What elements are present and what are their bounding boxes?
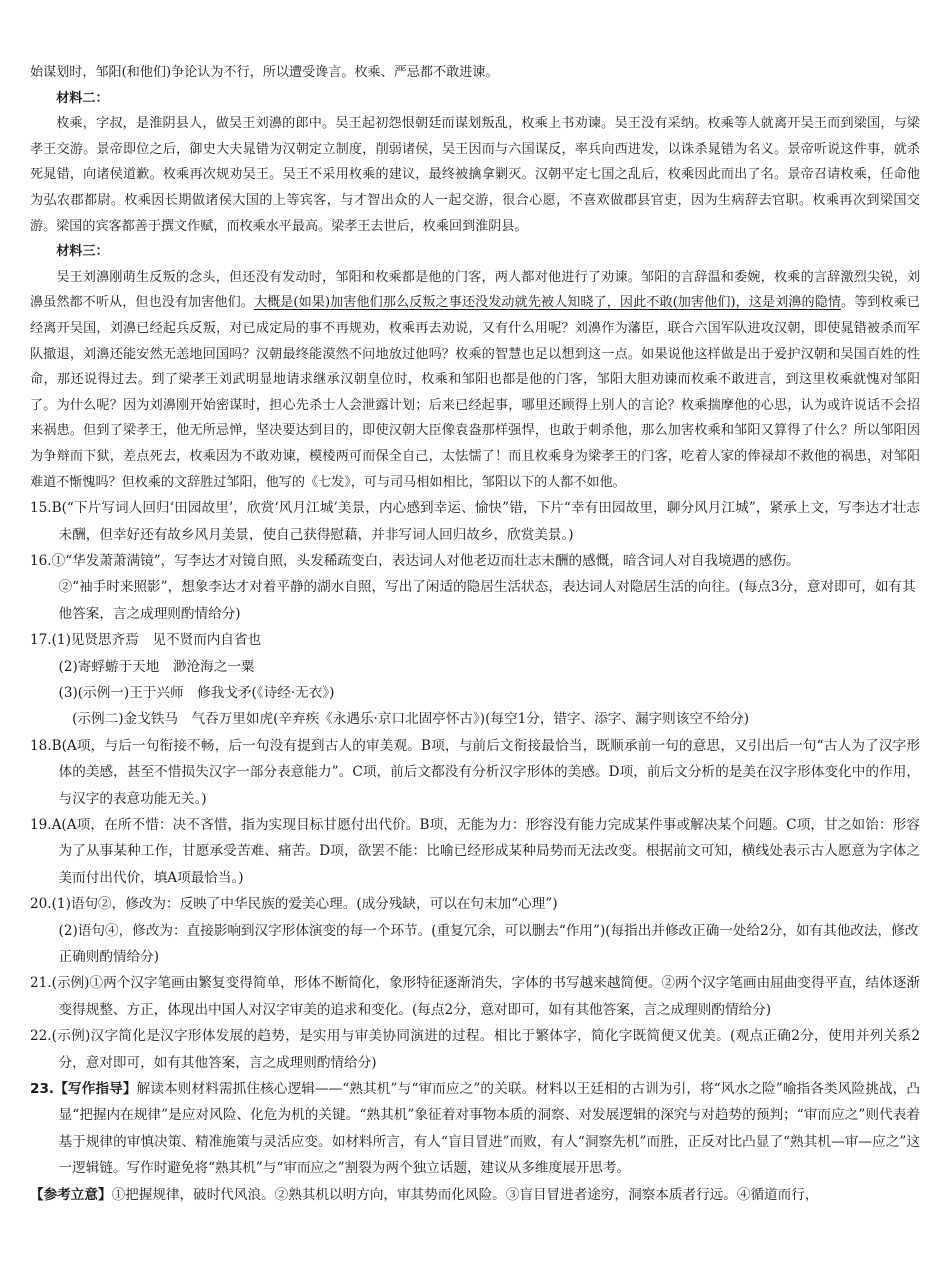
answer-16-point-1: 16.①“华发萧萧满镜”，写李达才对镜自照，头发稀疏变白，表达词人对他老迈而壮志未酬的感慨，暗含词人对自我境遇的感伤。 bbox=[30, 552, 800, 569]
answer-15: 15.B(“下片写词人回归‘田园故里’，欣赏‘风月江城’美景，内心感到幸运、愉快”错，下片“幸有田园故里，聊分风月江城”，紧承上文，写李达才壮志未酬，但幸好还有故乡风月美景，使自己获得慰藉，并非写词人回归故乡，欣赏美景。) bbox=[30, 500, 920, 543]
answer-17-2: (2)寄蜉蝣于天地 渺沧海之一粟 bbox=[58, 658, 255, 675]
reference-ideas bbox=[30, 1182, 920, 1208]
answer-20-2: (2)语句④，修改为：直接影响到汉字形体演变的每一个环节。(重复冗余，可以删去“作用”)(每指出并修改正确一处给2分，如有其他改法，修改正确则酌情给分) bbox=[58, 922, 919, 965]
material-2-text: 枚乘，字叔，是淮阴县人，做吴王刘濞的郎中。吴王起初怨恨朝廷而谋划叛乱，枚乘上书劝谏。吴王没有采纳。枚乘等人就离开吴王而到梁国，与梁孝王交游。景帝即位之后，御史大夫晁错为汉朝定立制度，削弱诸侯，吴王因而与六国谋反，率兵向西进发，以诛杀晁错为名义。景帝听说这件事，就杀死晁错，向诸侯道歉。枚乘再次规劝吴王。吴王不采用枚乘的建议，最终被擒拿剿灭。汉朝平定七国之乱后，枚乘因此而出了名。景帝召请枚乘，任命他为弘农郡都尉。枚乘因长期做诸侯大国的上等宾客，与才智出众的人一起交游，很合心愿，不喜欢做郡县官吏，因为生病辞去官职。枚乘再次到梁国交游。梁国的宾客都善于撰文作赋，而枚乘水平最高。梁孝王去世后，枚乘回到淮阴县。 bbox=[30, 116, 920, 234]
answer-21: 21.(示例)①两个汉字笔画由繁复变得简单，形体不断简化，象形特征逐渐消失，字体的书写越来越简便。②两个汉字笔画由屈曲变得平直，结体逐渐变得规整、方正，体现出中国人对汉字审美的追求和变化。(每点2分，意对即可，如有其他答案，言之成理则酌情给分) bbox=[30, 975, 920, 1018]
answer-23 bbox=[30, 1076, 920, 1182]
writing-guide-label: 23.【写作指导】 bbox=[30, 1081, 137, 1098]
answer-16-point-2: ②“袖手时来照影”，想象李达才对着平静的湖水自照，写出了闲适的隐居生活状态，表达词人对隐居生活的向往。(每点3分，意对即可，如有其他答案，言之成理则酌情给分) bbox=[58, 579, 916, 622]
writing-guide-text: 解读本则材料需抓住核心逻辑——“熟其机”与“审而应之”的关联。材料以王廷相的古训为引，将“风水之险”喻指各类风险挑战，凸显“把握内在规律”是应对风险、化危为机的关键。“熟其机”象征着对事物本质的洞察、对发展逻辑的深究与对趋势的预判；“审而应之”则代表着基于规律的审慎决策、精准施策与灵活应变。如材料所言，有人“盲目冒进”而败，有人“洞察先机”而胜，正反对比凸显了“熟其机—审—应之”这一逻辑链。写作时避免将“熟其机”与“审而应之”割裂为两个独立话题，建议从多维度展开思考。 bbox=[58, 1081, 920, 1177]
material-2-heading: 材料二： bbox=[56, 90, 109, 106]
answer-20-1: 20.(1)语句②，修改为：反映了中华民族的爱美心理。(成分残缺，可以在句末加“心理”) bbox=[30, 896, 558, 913]
answer-18: 18.B(A项，与后一句衔接不畅，后一句没有提到古人的审美观。B项，与前后文衔接最恰当，既顺承前一句的意思，又引出后一句“古人为了汉字形体的美感，甚至不惜损失汉字一部分表意能力”。C项，前后文都没有分析汉字形体的美感。D项，前后文分析的是美在汉字形体变化中的作用，与汉字的表意功能无关。) bbox=[30, 737, 920, 807]
answer-17-1: 17.(1)见贤思齐焉 见不贤而内自省也 bbox=[30, 632, 262, 649]
answer-22: 22.(示例)汉字简化是汉字形体发展的趋势，是实用与审美协同演进的过程。相比于繁体字，简化字既简便又优美。(观点正确2分，使用并列关系2分，意对即可，如有其他答案，言之成理则酌情给分) bbox=[30, 1028, 920, 1071]
answer-17-3: (3)(示例一)王于兴师 修我戈矛(《诗经·无衣》) bbox=[58, 684, 335, 701]
material-3-text-b: 。等到枚乘已经离开吴国，刘濞已经起兵反叛，对已成定局的事不再规劝，枚乘再去劝说，又有什么用呢？刘濞作为藩臣，联合六国军队进攻汉朝，即使晁错被杀而军队撤退，刘濞还能安然无恙地回国吗？汉朝最终能漠然不问地放过他吗？枚乘的智慧也足以想到这一点。如果说他这样做是出于爱护汉朝和吴国百姓的性命，那还说得过去。到了梁孝王刘武明显地请求继承汉朝皇位时，枚乘和邹阳也都是他的门客，邹阳大胆劝谏而枚乘不敢进言，到这里枚乘就愧对邹阳了。为什么呢？因为刘濞刚开始密谋时，担心先杀士人会泄露计划；后来已经起事，哪里还顾得上别人的言论？枚乘揣摩他的心思，认为或许说话不会招来祸患。但到了梁孝王，他无所忌惮，坚决要达到目的，即使汉朝大臣像袁盎那样强悍，也敢于刺杀他，那么加害枚乘和邹阳又算得了什么？所以邹阳因为争辩而下狱，差点死去，枚乘因为不敢劝谏，模棱两可而保全自己，太怯懦了！而且枚乘身为梁孝王的门客，吃着人家的俸禄却不救他的祸患，对邹阳难道不惭愧吗？但枚乘的文辞胜过邹阳，他写的《七发》，可与司马相如相比，邹阳以下的人都不如他。 bbox=[30, 295, 920, 490]
material-3-heading: 材料三： bbox=[56, 244, 109, 260]
material-3-text bbox=[30, 265, 920, 495]
material-3-text-a: 吴王刘濞刚萌生反叛的念头，但还没有发动时，邹阳和枚乘都是他的门客，两人都对他进行了劝谏。邹阳的言辞温和委婉，枚乘的言辞激烈尖锐，刘濞虽然都不听从，但也没有加害他们。 bbox=[30, 269, 920, 311]
answer-19: 19.A(A项，在所不惜：决不吝惜，指为实现目标甘愿付出代价。B项，无能为力：形容没有能力完成某件事或解决某个问题。C项，甘之如饴：形容为了从事某种工作，甘愿承受苦难、痛苦。D项，欲罢不能：比喻已经形成某种局势而无法改变。根据前文可知，横线处表示古人愿意为字体之美而付出代价，填A项最恰当。) bbox=[30, 816, 920, 886]
reference-ideas-label: 【参考立意】 bbox=[30, 1186, 112, 1203]
answer-17-4: (示例二)金戈铁马 气吞万里如虎(辛弃疾《永遇乐·京口北固亭怀古》)(每空1分，错字、添字、漏字则该空不给分) bbox=[72, 711, 750, 728]
reference-ideas-text: ①把握规律，破时代风浪。②熟其机以明方向，审其势而化风险。③盲目冒进者途穷，洞察本质者行远。④循道而行， bbox=[111, 1186, 819, 1203]
material-3-underlined: 大概是(如果)加害他们那么反叛之事还没发动就先被人知晓了，因此不敢(加害他们)，这是刘濞的隐情 bbox=[253, 295, 842, 311]
top-line: 始谋划时，邹阳(和他们)争论认为不行，所以遭受谗言。枚乘、严忌都不敢进谏。 bbox=[30, 65, 499, 80]
